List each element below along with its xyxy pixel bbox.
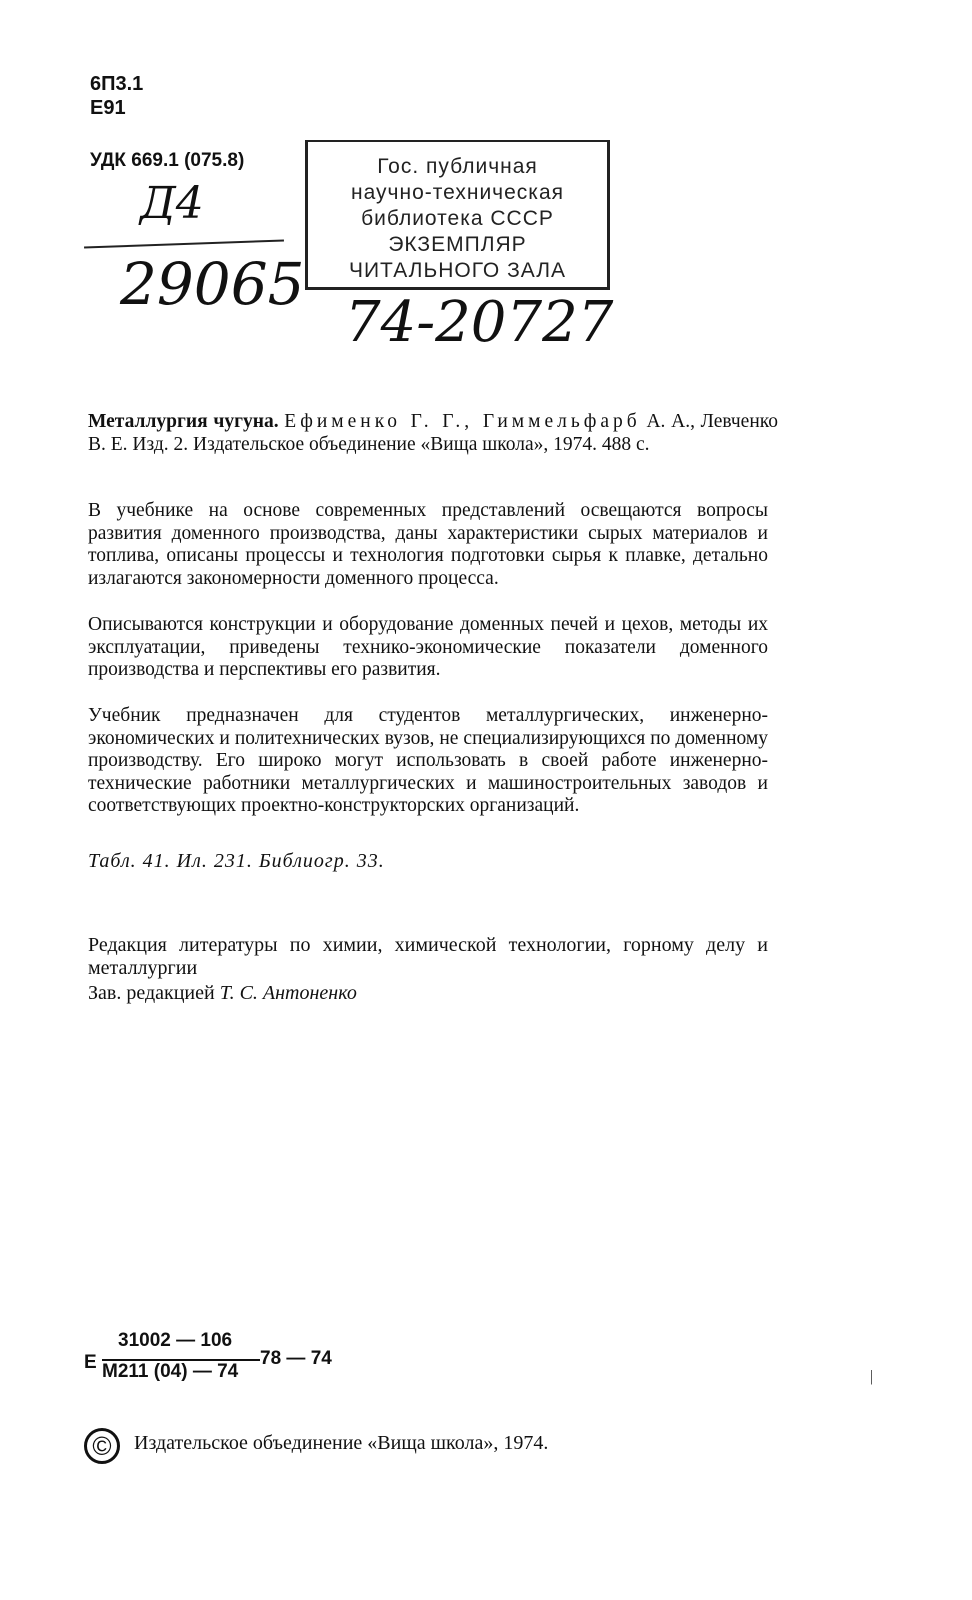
tables-illustrations-line: Табл. 41. Ил. 231. Библиогр. 33. — [88, 850, 385, 872]
handwritten-registration: 74-20727 — [345, 290, 614, 355]
editor-line — [88, 982, 357, 1005]
index-denominator: М211 (04) — 74 — [102, 1361, 239, 1382]
abstract-paragraph-2: Описываются конструкции и оборудование доменных печей и цехов, методы их эксплуатации, приведены технико-экономические показатели доменного производства и перспективы его развития. — [88, 614, 768, 680]
index-tail: 78 — 74 — [260, 1348, 332, 1369]
editor-label: Зав. редакцией — [88, 982, 215, 1004]
classification-code-line1: 6П3.1 — [90, 73, 144, 95]
library-stamp — [305, 140, 610, 290]
index-letter: Е — [84, 1352, 97, 1373]
bibliographic-entry — [88, 410, 778, 456]
stamp-line: Гос. публичная — [377, 155, 538, 178]
copyright-text: Издательское объединение «Вища школа», 1974. — [134, 1432, 549, 1454]
abstract-paragraph-3: Учебник предназначен для студентов металлургических, инженерно-экономических и политехнических вузов, не специализирующихся по доменному производству. Его широко могут использовать в своей работе инженерно-технические работники металлургических и машиностроительных заводов и соответствующих проектно-конструкторских организаций. — [88, 705, 768, 816]
index-numerator: 31002 — 106 — [118, 1330, 233, 1351]
udk-code: УДК 669.1 (075.8) — [90, 150, 245, 171]
abstract-paragraph-1: В учебнике на основе современных представлений освещаются вопросы развития доменного производства, даны характеристики сырых материалов и топлива, описаны процессы и технология подготовки сырья к плавке, детально излагаются закономерности доменного процесса. — [88, 500, 768, 589]
authors-spaced: Ефименко Г. Г., Гиммельфарб — [284, 411, 641, 432]
book-title: Металлургия чугуна. — [88, 411, 279, 432]
stamp-line: ЧИТАЛЬНОГО ЗАЛА — [348, 259, 567, 282]
handwritten-divider — [84, 240, 284, 249]
handwritten-top: Д4 — [140, 178, 204, 229]
editorial-office: Редакция литературы по химии, химической технологии, горному делу и металлургии — [88, 934, 768, 979]
stamp-line: ЭКЗЕМПЛЯР — [388, 233, 527, 256]
classification-code-line2: Е91 — [90, 97, 126, 119]
stamp-line: библиотека СССР — [361, 207, 554, 230]
margin-mark: | — [870, 1368, 874, 1385]
copyright-icon: © — [84, 1428, 120, 1464]
handwritten-number: 29065 — [120, 250, 305, 318]
stamp-line: научно-техническая — [351, 181, 564, 204]
editor-name: Т. С. Антоненко — [219, 982, 357, 1004]
authors-rest: А. А., Левченко В. Е. Изд. 2. Издательское объединение «Вища школа», 1974. 488 с. — [88, 411, 779, 455]
classification-code — [90, 72, 143, 120]
